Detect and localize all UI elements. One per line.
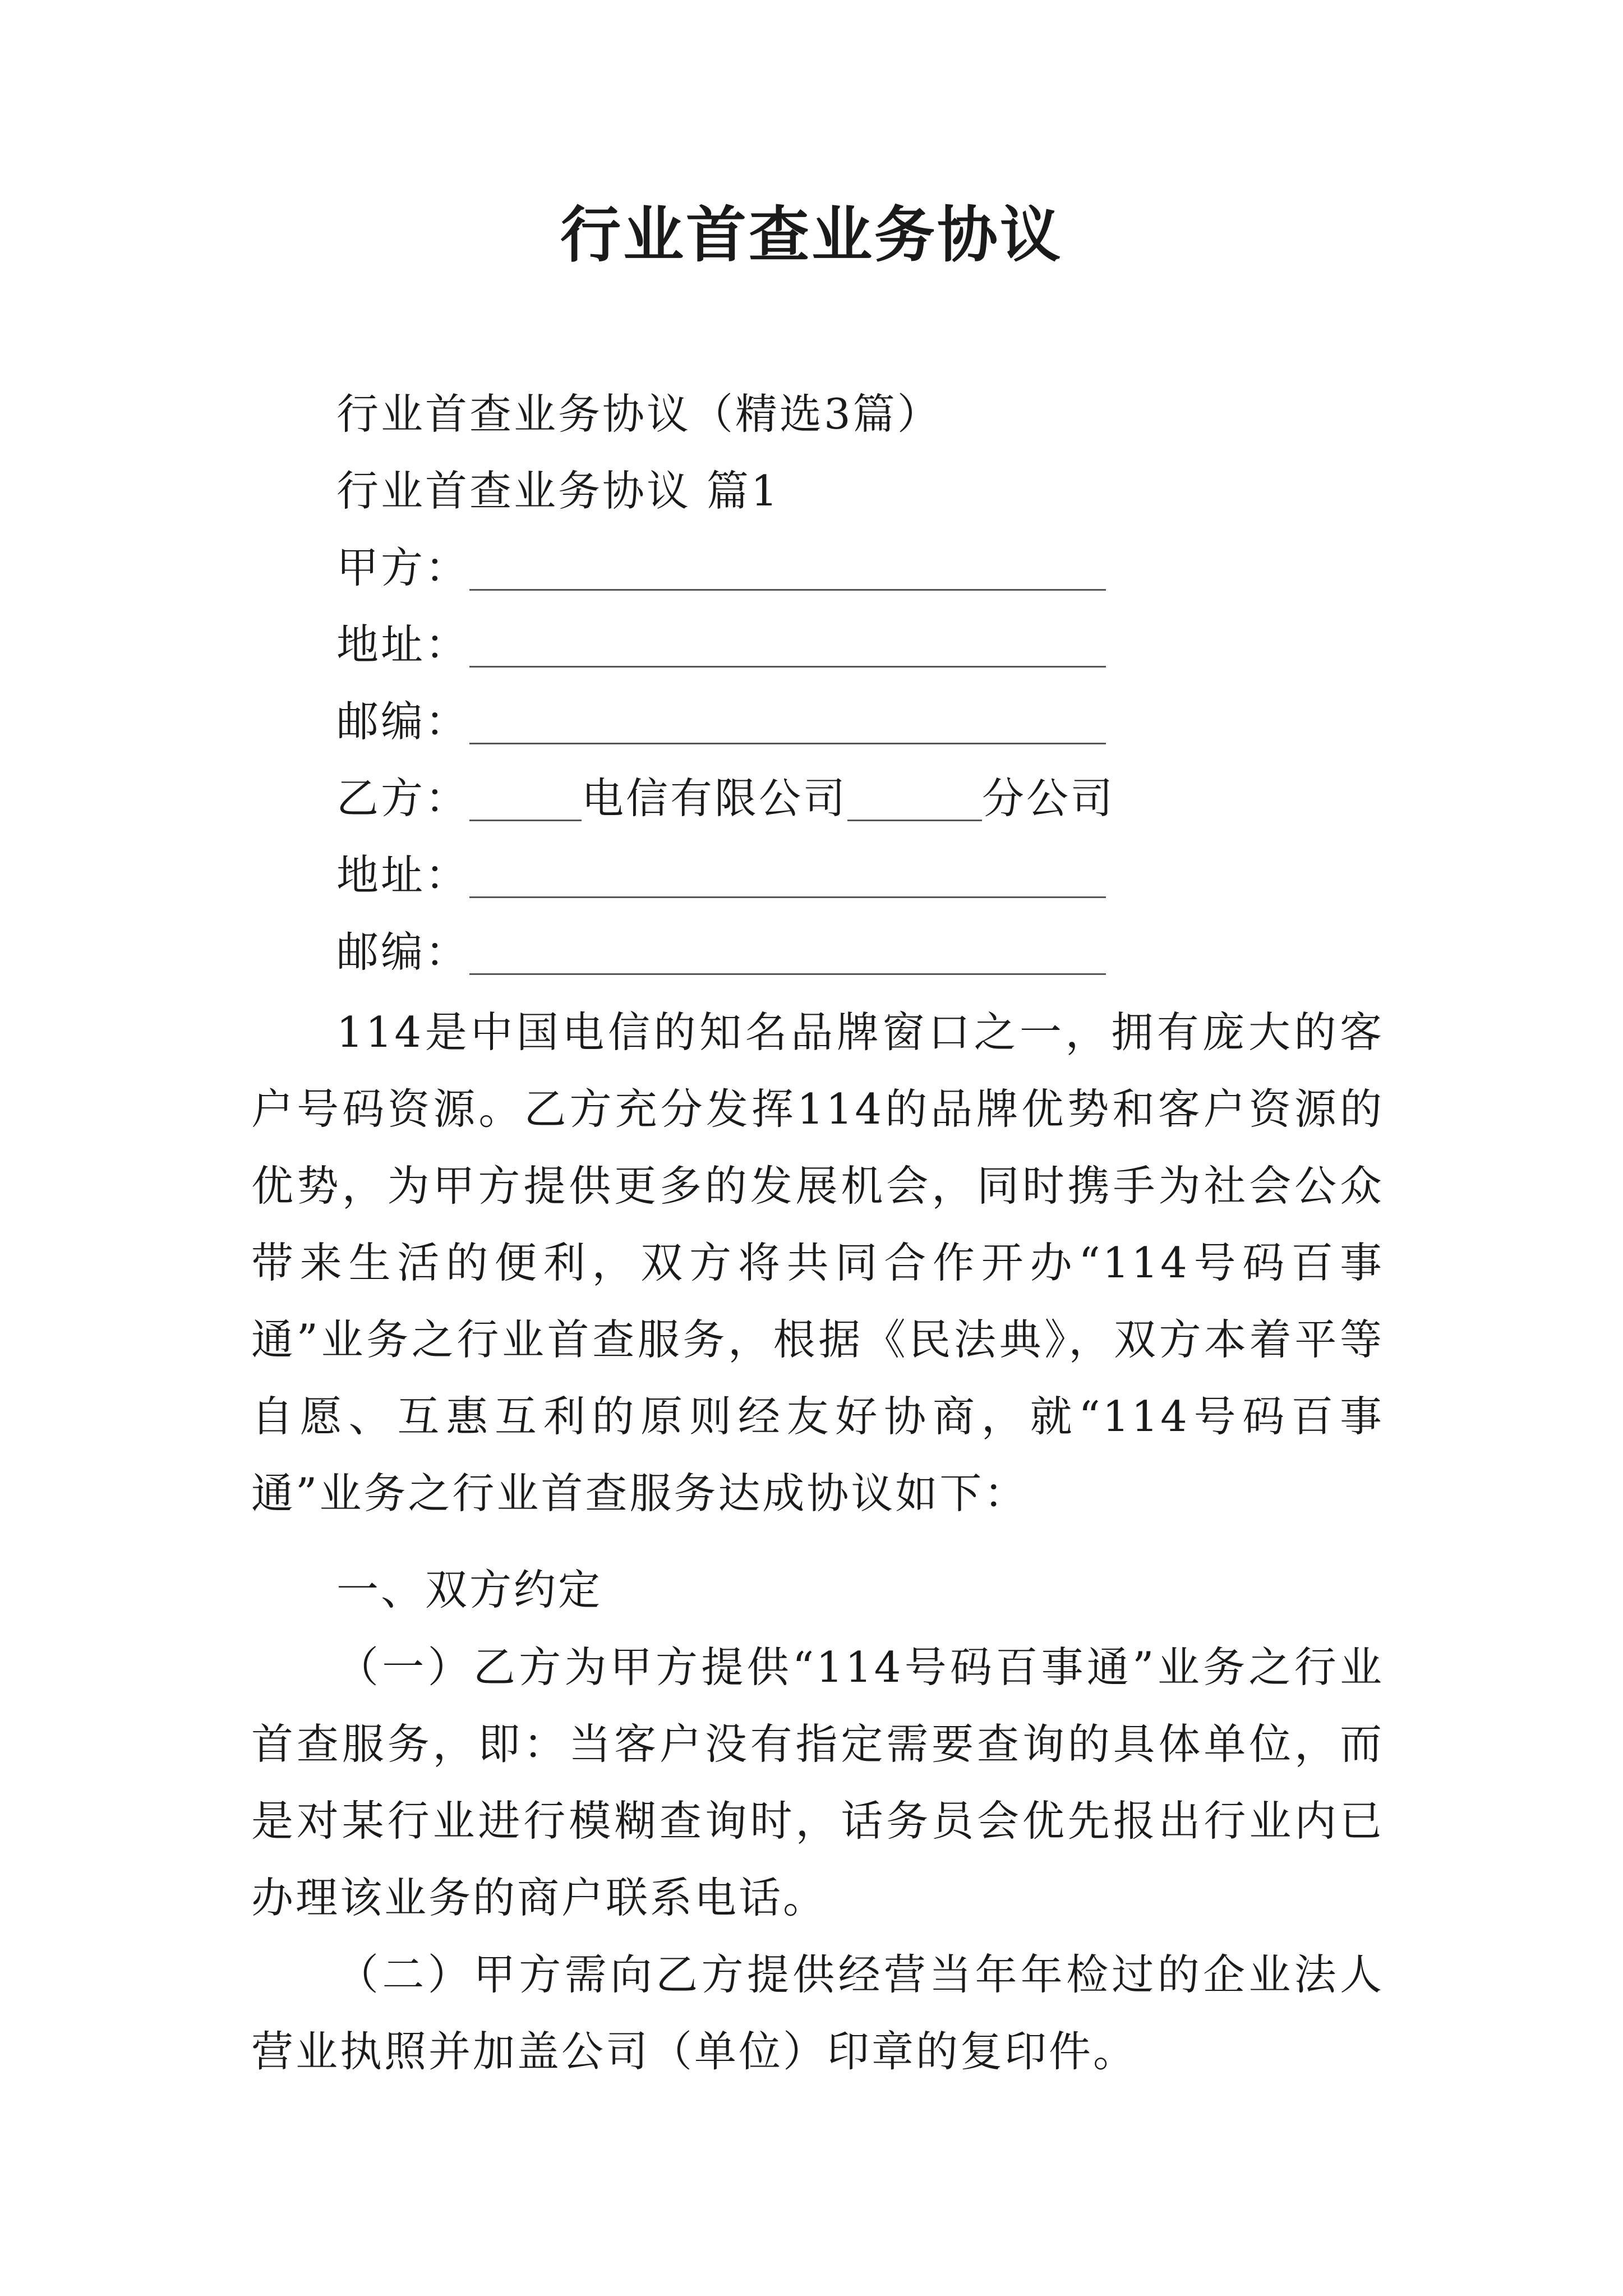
document-subtitle: 行业首查业务协议（精选3篇） (336, 389, 942, 439)
party-b-blank-1 (469, 770, 582, 821)
party-a-postcode-row (336, 693, 1106, 749)
party-a-blank (469, 540, 1106, 591)
party-b-address-row (336, 847, 1106, 903)
party-b-blank-2 (847, 770, 982, 821)
party-b-postcode-label: 邮编： (336, 927, 470, 977)
party-a-postcode-label: 邮编： (336, 697, 470, 746)
party-b-postcode-blank (469, 924, 1106, 975)
party-a-row (336, 540, 1106, 596)
intro-paragraph: 114是中国电信的知名品牌窗口之一，拥有庞大的客户号码资源。乙方充分发挥114的品牌优势和客户资源的优势，为甲方提供更多的发展机会，同时携手为社会公众带来生活的便利，双方将共同合作开办“114号码百事通”业务之行业首查服务，根据《民法典》，双方本着平等自愿、互惠互利的原则经友好协商，就“114号码百事通”业务之行业首查服务达成协议如下： (251, 1007, 1384, 1518)
party-b-address-label: 地址： (336, 850, 470, 900)
party-a-address-blank (469, 616, 1106, 668)
document-title: 行业首查业务协议 (560, 200, 1063, 270)
party-b-row (336, 770, 1115, 826)
party-a-label: 甲方： (336, 543, 470, 592)
clause-1: （一）乙方为甲方提供“114号码百事通”业务之行业首查服务，即：当客户没有指定需要查询的具体单位，而是对某行业进行模糊查询时，话务员会优先报出行业内已办理该业务的商户联系电话。 (251, 1642, 1384, 1922)
section-heading: 行业首查业务协议 篇1 (336, 466, 780, 516)
party-b-postcode-row (336, 924, 1106, 980)
party-a-address-row (336, 616, 1106, 673)
party-b-company-middle: 电信有限公司 (582, 774, 848, 823)
party-b-label: 乙方： (336, 774, 470, 823)
party-b-company-end: 分公司 (982, 774, 1115, 823)
party-b-address-blank (469, 847, 1106, 898)
party-a-postcode-blank (469, 693, 1106, 744)
clause-2: （二）甲方需向乙方提供经营当年年检过的企业法人营业执照并加盖公司（单位）印章的复印件。 (251, 1950, 1384, 2076)
party-a-address-label: 地址： (336, 620, 470, 669)
clause-heading: 一、双方约定 (336, 1565, 603, 1614)
